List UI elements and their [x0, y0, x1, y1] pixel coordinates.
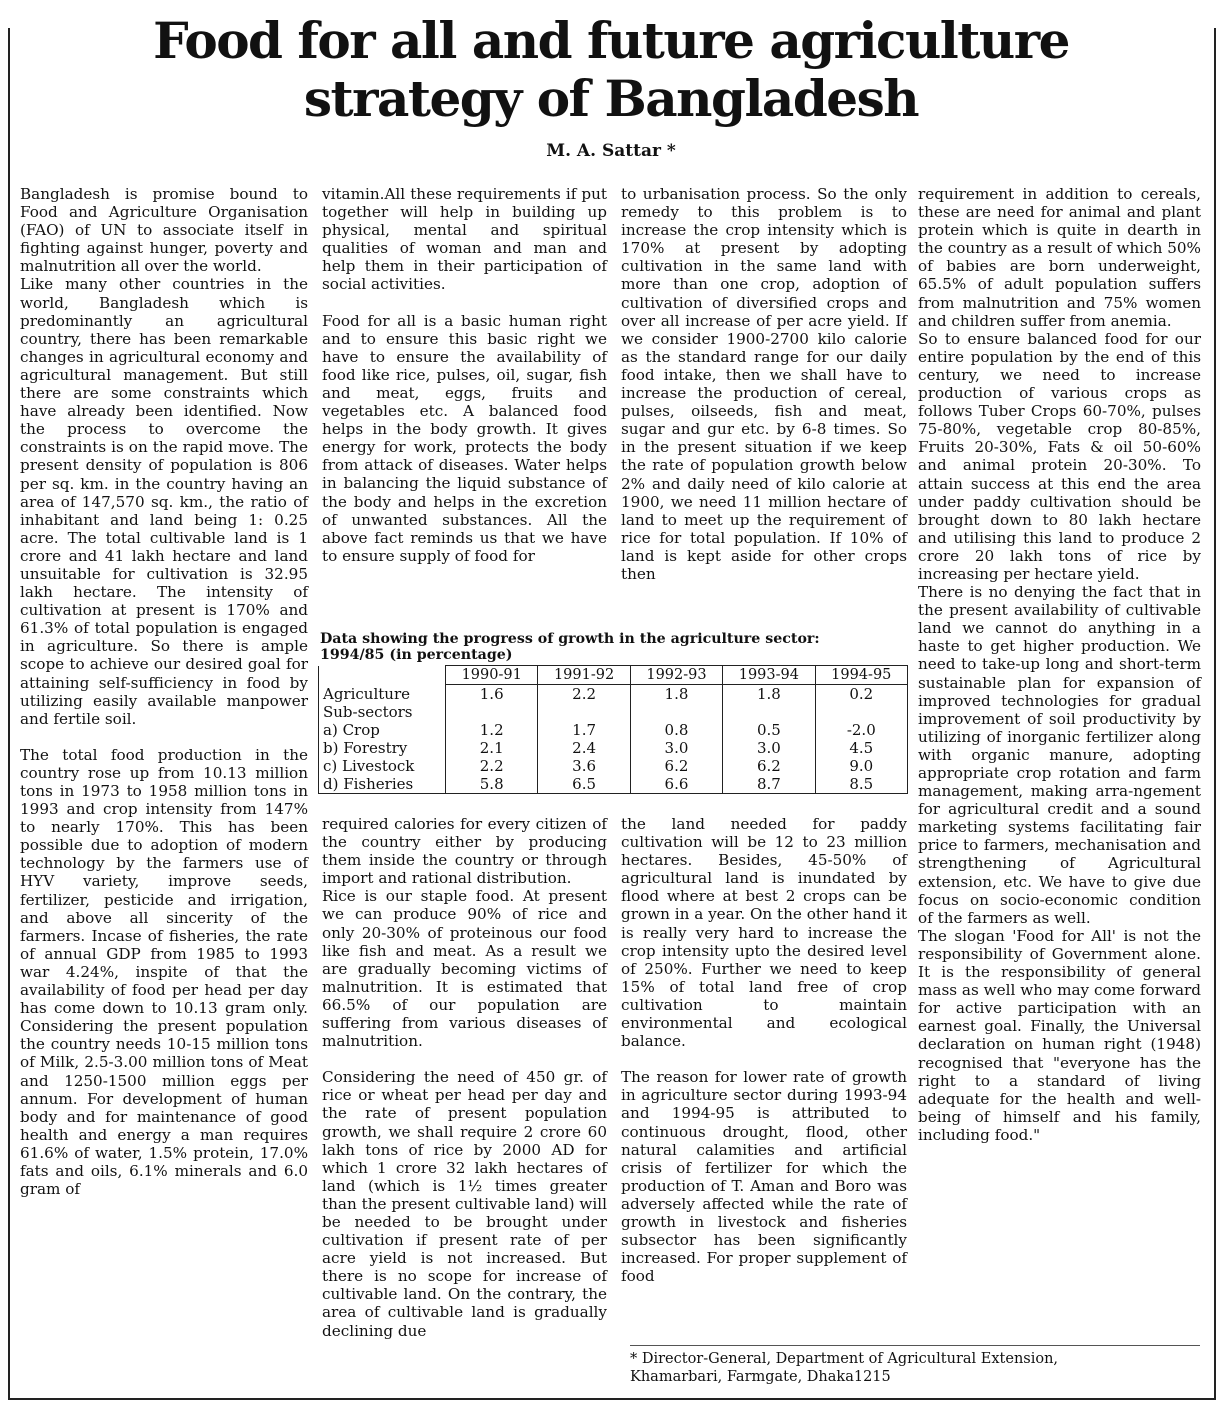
table-cell: 3.6	[538, 757, 630, 775]
row-label: d) Fisheries	[319, 775, 446, 794]
table-cell: 5.8	[446, 775, 538, 794]
table-title	[320, 631, 910, 663]
paragraph: the land needed for paddy cultivation will be 12 to 23 million hectares. Besides, 45-50% of agricultural land is inundated by flood where at best 2 crops can be grown in a year. On the other hand it is really very hard to increase the crop intensity upto the desired level of 250%. Further we need to keep 15% of total land free of crop cultivation to maintain environmental and ecological balance.	[621, 815, 907, 1051]
paragraph: So to ensure balanced food for our entire population by the end of this century, we need to increase production of various crops as follows Tuber Crops 60-70%, pulses 75-80%, vegetable crop 80-85%, Fruits 20-30%, Fats & oil 50-60% and animal protein 20-30%. To attain success at this end the area under paddy cultivation should be brought down to 80 lakh hectare and utilising this land to produce 2 crore 20 lakh tons of rice by increasing per hectare yield.	[918, 329, 1201, 583]
year-header: 1993-94	[723, 666, 815, 685]
table-cell: 1.8	[630, 685, 722, 704]
table-cell	[446, 703, 538, 721]
row-label: Sub-sectors	[319, 703, 446, 721]
paragraph: vitamin.All these requirements if put together will help in building up physical, mental and spiritual qualities of woman and man and help them in their participation of social activities.	[322, 185, 607, 294]
table-cell	[630, 703, 722, 721]
paragraph: Considering the need of 450 gr. of rice or wheat per head per day and the rate of present population growth, we shall require 2 crore 60 lakh tons of rice by 2000 AD for which 1 crore 32 lakh hectares of land (which is 1½ times greater than the present cultivable land) will be needed to be brought under cultivation if present rate of per acre yield is not increased. But there is no scope for increase of cultivable land. On the contrary, the area of cultivable land is gradually declining due	[322, 1068, 607, 1340]
table-cell: 8.7	[723, 775, 815, 794]
table-cell: 6.2	[630, 757, 722, 775]
table-row	[319, 739, 908, 757]
table-row	[319, 775, 908, 794]
table-cell: 6.6	[630, 775, 722, 794]
row-label: c) Livestock	[319, 757, 446, 775]
footnote-line-2: Khamarbari, Farmgate, Dhaka1215	[630, 1369, 891, 1385]
paragraph: to urbanisation process. So the only remedy to this problem is to increase the crop intensity which is 170% at present by adopting cultivation in the same land with more than one crop, adoption of cultivation of diversified crops and over all increase of per acre yield. If we consider 1900-2700 kilo calorie as the standard range for our daily food intake, then we shall have to increase the production of cereal, pulses, oilseeds, fish and meat, sugar and gur etc. by 6-8 times. So in the present situation if we keep the rate of population growth below 2% and daily need of kilo calorie at 1900, we need 11 million hectare of land to meet up the requirement of rice for total population. If 10% of land is kept aside for other crops then	[621, 185, 907, 583]
table-cell: 3.0	[723, 739, 815, 757]
table-cell: 3.0	[630, 739, 722, 757]
page-frame-left	[8, 28, 10, 1398]
paragraph: The slogan 'Food for All' is not the responsibility of Government alone. It is the responsibility of general mass as well who may come forward for active participation with an earnest goal. Finally, the Universal declaration on human right (1948) recognised that "everyone has the right to a standard of living adequate for the health and well-being of himself and his family, including food."	[918, 926, 1201, 1144]
table-cell: 0.2	[815, 685, 907, 704]
table-cell: 1.2	[446, 721, 538, 739]
table-cell: 1.7	[538, 721, 630, 739]
column-2-top	[322, 185, 607, 565]
year-header: 1992-93	[630, 666, 722, 685]
row-label: b) Forestry	[319, 739, 446, 757]
table-cell: 4.5	[815, 739, 907, 757]
table-title-line-1: Data showing the progress of growth in the agriculture sector:	[320, 631, 820, 647]
table-cell: 1.8	[723, 685, 815, 704]
table-header-row	[319, 666, 908, 685]
author-footnote	[630, 1350, 1200, 1386]
table-cell: -2.0	[815, 721, 907, 739]
paragraph: required calories for every citizen of the country either by producing them inside the country or through import and rational distribution.	[322, 815, 607, 888]
paragraph: Rice is our staple food. At present we can produce 90% of rice and only 20-30% of proteinous our food like fish and meat. As a result we are gradually becoming victims of malnutrition. It is estimated that 66.5% of our population are suffering from various diseases of malnutrition.	[322, 887, 607, 1051]
page-frame-right	[1214, 28, 1216, 1398]
table-cell: 2.4	[538, 739, 630, 757]
page-frame-bottom	[8, 1398, 1216, 1400]
paragraph: The reason for lower rate of growth in agriculture sector during 1993-94 and 1994-95 is attributed to continuous drought, flood, other natural calamities and artificial crisis of fertilizer for which the production of T. Aman and Boro was adversely affected while the rate of growth in livestock and fisheries subsector has been significantly increased. For proper supplement of food	[621, 1068, 907, 1286]
paragraph: Like many other countries in the world, Bangladesh which is predominantly an agricultural country, there has been remarkable changes in agricultural economy and agricultural management. But still there are some constraints which have already been identified. Now the process to overcome the constraints is on the rapid move. The present density of population is 806 per sq. km. in the country having an area of 147,570 sq. km., the ratio of inhabitant and land being 1: 0.25 acre. The total cultivable land is 1 crore and 41 lakh hectare and land unsuitable for cultivation is 32.95 lakh hectare. The intensity of cultivation at present is 170% and 61.3% of total population is engaged in agriculture. So there is ample scope to achieve our desired goal for attaining self-sufficiency in food by utilizing easily available manpower and fertile soil.	[20, 275, 308, 728]
paragraph: Food for all is a basic human right and to ensure this basic right we have to ensure the availability of food like rice, pulses, oil, sugar, fish and meat, eggs, fruits and vegetables etc. A balanced food helps in the body growth. It gives energy for work, protects the body from attack of diseases. Water helps in balancing the liquid substance of the body and helps in the excretion of unwanted substances. All the above fact reminds us that we have to ensure supply of food for	[322, 311, 607, 565]
table-cell	[815, 703, 907, 721]
footnote-line-1: * Director-General, Department of Agricultural Extension,	[630, 1351, 1059, 1367]
table-row	[319, 703, 908, 721]
paragraph: Bangladesh is promise bound to Food and Agriculture Organisation (FAO) of UN to associate itself in fighting against hunger, poverty and malnutrition all over the world.	[20, 185, 308, 276]
paragraph: requirement in addition to cereals, these are need for animal and plant protein which is quite in dearth in the country as a result of which 50% of babies are born underweight, 65.5% of adult population suffers from malnutrition and 75% women and children suffer from anemia.	[918, 185, 1201, 330]
headline-line-1: Food for all and future agriculture	[153, 11, 1069, 70]
table-cell: 2.2	[538, 685, 630, 704]
column-2-bottom	[322, 815, 607, 1340]
row-label: Agriculture	[319, 685, 446, 704]
growth-data-table-block	[318, 631, 910, 794]
column-3-bottom	[621, 815, 907, 1285]
table-cell: 1.6	[446, 685, 538, 704]
table-cell: 0.5	[723, 721, 815, 739]
table-cell: 8.5	[815, 775, 907, 794]
year-header: 1994-95	[815, 666, 907, 685]
table-cell: 6.5	[538, 775, 630, 794]
table-row	[319, 757, 908, 775]
table-cell: 2.1	[446, 739, 538, 757]
column-3-top	[621, 185, 907, 583]
table-header-blank	[319, 666, 446, 685]
column-4	[918, 185, 1201, 1144]
article-headline	[0, 12, 1222, 128]
column-1	[20, 185, 308, 1198]
headline-line-2: strategy of Bangladesh	[303, 69, 919, 128]
article-byline: M. A. Sattar *	[546, 141, 676, 161]
table-row	[319, 685, 908, 704]
table-cell: 2.2	[446, 757, 538, 775]
table-cell: 9.0	[815, 757, 907, 775]
table-row	[319, 721, 908, 739]
table-title-line-2: 1994/85 (in percentage)	[320, 647, 513, 663]
growth-data-table	[318, 665, 908, 794]
paragraph: There is no denying the fact that in the present availability of cultivable land we cannot do anything in a haste to get higher production. We need to take-up long and short-term sustainable plan for expansion of improved technologies for gradual improvement of soil productivity by utilizing of inorganic fertilizer along with organic manure, adopting appropriate crop rotation and farm management, making arra-ngement for agricultural credit and a sound marketing systems facilitating fair price to farmers, mechanisation and strengthening of Agricultural extension, etc. We have to give due focus on socio-economic condition of the farmers as well.	[918, 583, 1201, 927]
paragraph: The total food production in the country rose up from 10.13 million tons in 1973 to 1958 million tons in 1993 and crop intensity from 147% to nearly 170%. This has been possible due to adoption of modern technology by the farmers use of HYV variety, improve seeds, fertilizer, pesticide and irrigation, and above all sincerity of the farmers. Incase of fisheries, the rate of annual GDP from 1985 to 1993 war 4.24%, inspite of that the availability of food per head per day has come down to 10.13 gram only. Considering the present population the country needs 10-15 million tons of Milk, 2.5-3.00 million tons of Meat and 1250-1500 million eggs per annum. For development of human body and for maintenance of good health and energy a man requires 61.6% of water, 1.5% protein, 17.0% fats and oils, 6.1% minerals and 6.0 gram of	[20, 745, 308, 1199]
year-header: 1991-92	[538, 666, 630, 685]
footnote-divider	[630, 1345, 1200, 1346]
table-cell: 0.8	[630, 721, 722, 739]
row-label: a) Crop	[319, 721, 446, 739]
table-cell	[538, 703, 630, 721]
table-cell	[723, 703, 815, 721]
table-cell: 6.2	[723, 757, 815, 775]
year-header: 1990-91	[446, 666, 538, 685]
